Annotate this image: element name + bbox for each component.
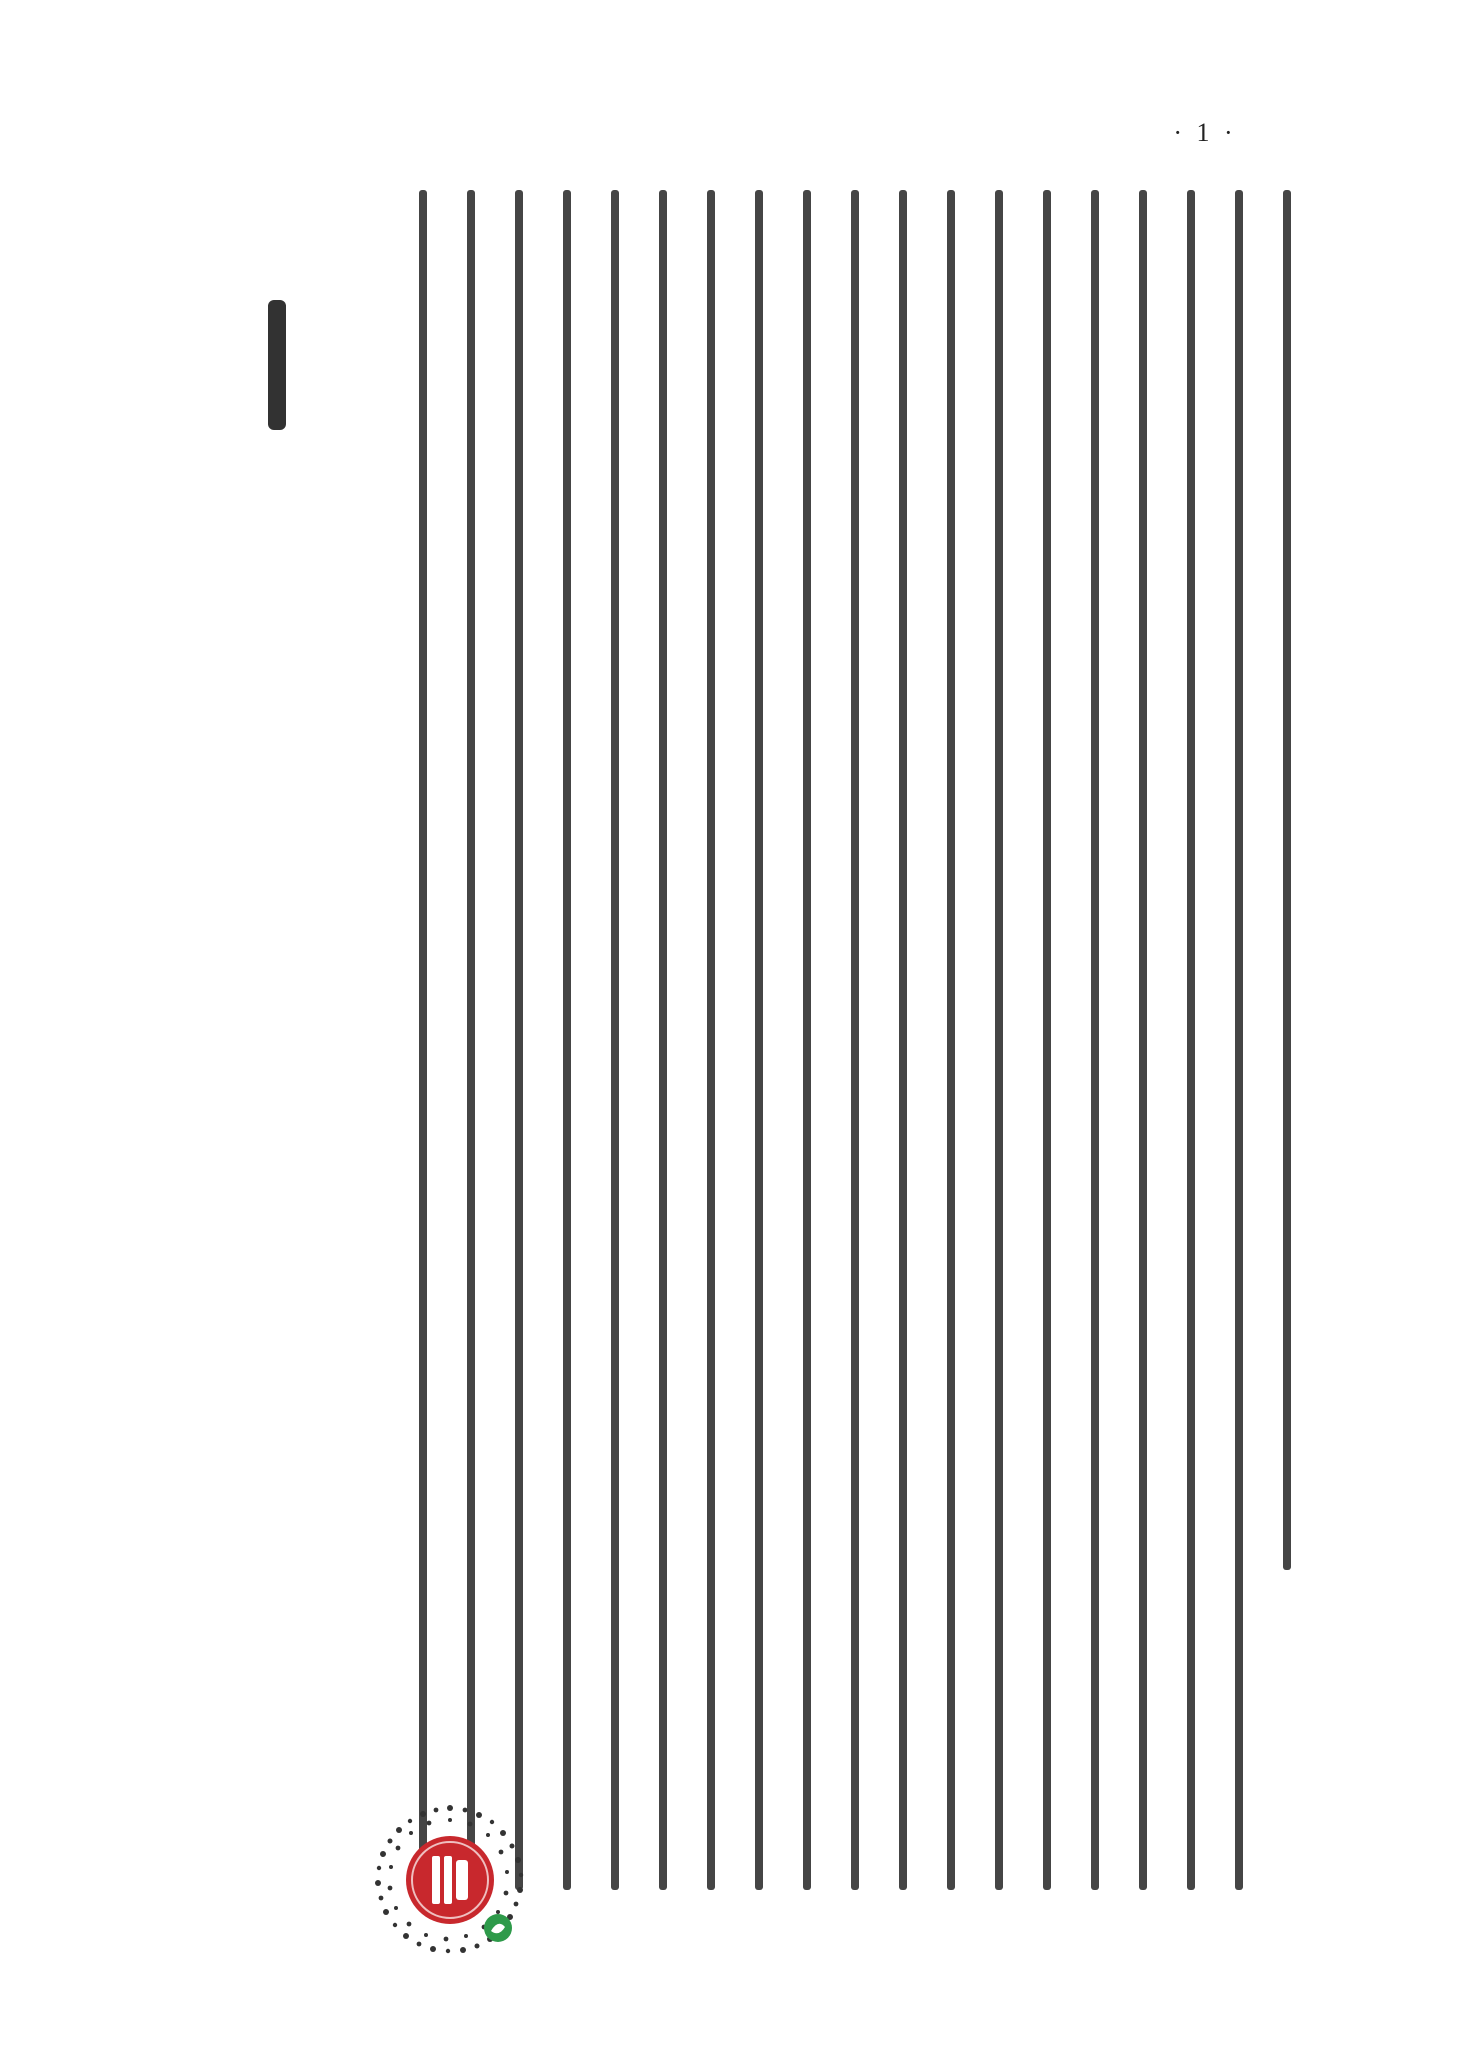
text-line <box>803 190 811 1890</box>
text-column <box>451 190 491 1910</box>
page-number: · 1 · <box>1173 118 1237 147</box>
text-column <box>883 190 923 1910</box>
text-column <box>835 190 875 1910</box>
text-column <box>979 190 1019 1910</box>
text-line <box>515 190 523 1890</box>
text-column <box>1219 190 1259 1910</box>
text-line <box>947 190 955 1890</box>
text-line <box>659 190 667 1890</box>
text-line <box>755 190 763 1890</box>
text-column <box>1027 190 1067 1910</box>
qr-code-seal-icon <box>370 1800 530 1960</box>
book-glyph <box>432 1856 468 1904</box>
text-column <box>547 190 587 1910</box>
text-column <box>739 190 779 1910</box>
text-line <box>995 190 1003 1890</box>
text-column <box>1123 190 1163 1910</box>
chapter-heading <box>250 300 304 440</box>
text-line <box>1139 190 1147 1890</box>
text-line <box>1283 190 1291 1570</box>
text-column <box>499 190 539 1910</box>
text-column <box>643 190 683 1910</box>
text-column <box>1075 190 1115 1910</box>
text-column <box>691 190 731 1910</box>
text-line <box>1043 190 1051 1890</box>
text-line <box>467 190 475 1890</box>
text-line <box>1091 190 1099 1890</box>
heading-line <box>268 300 286 430</box>
text-line <box>1187 190 1195 1890</box>
text-column <box>403 190 443 1910</box>
text-column <box>595 190 635 1910</box>
text-column <box>787 190 827 1910</box>
text-column <box>1171 190 1211 1910</box>
text-line <box>611 190 619 1890</box>
text-line <box>707 190 715 1890</box>
text-line <box>1235 190 1243 1890</box>
text-line <box>563 190 571 1890</box>
text-line <box>419 190 427 1890</box>
vertical-text-body <box>387 190 1307 1910</box>
text-line <box>851 190 859 1890</box>
text-line <box>899 190 907 1890</box>
text-column <box>1267 190 1307 1910</box>
text-column <box>931 190 971 1910</box>
